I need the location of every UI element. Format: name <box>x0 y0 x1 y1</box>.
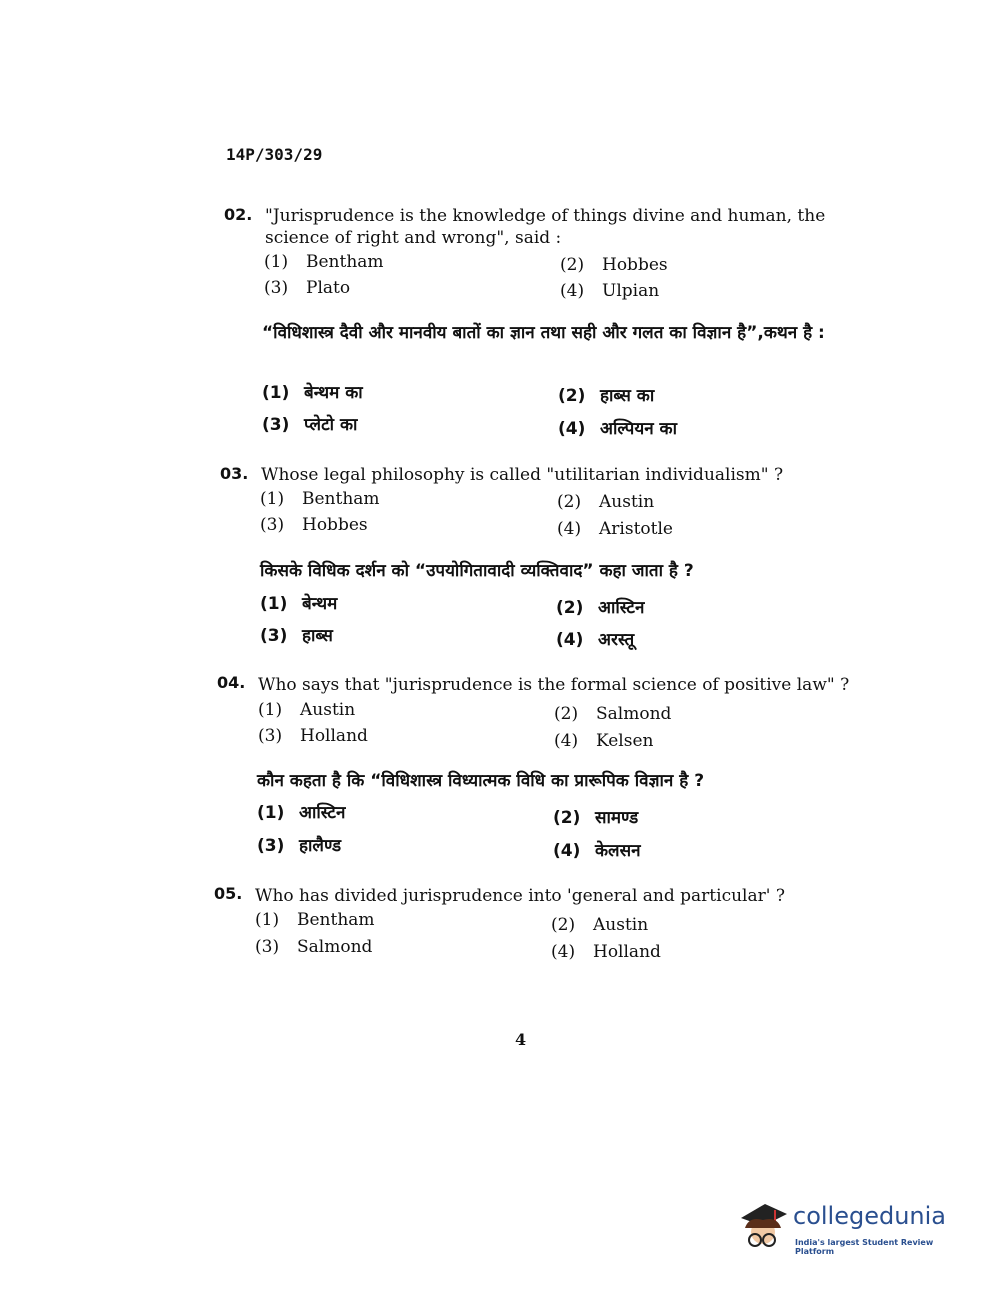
option <box>551 915 648 935</box>
option-number: (3) <box>255 937 280 957</box>
option <box>262 380 363 403</box>
option <box>260 515 368 535</box>
question-number: 03. <box>220 464 249 483</box>
page-number: 4 <box>515 1030 527 1049</box>
question-number: 02. <box>224 205 253 224</box>
option-label: Bentham <box>297 910 375 930</box>
option-label: Bentham <box>306 252 384 272</box>
option <box>560 255 668 275</box>
option-number: (2) <box>560 255 585 275</box>
option-number: (4) <box>560 281 585 301</box>
option-label: Holland <box>300 726 368 746</box>
option-number: (1) <box>257 803 285 823</box>
option <box>554 731 653 751</box>
question-text: Who has divided jurisprudence into 'general and particular' ? <box>255 886 785 906</box>
option-label: अल्पियन का <box>600 419 678 439</box>
option-number: (2) <box>554 704 579 724</box>
option-label: Salmond <box>596 704 672 724</box>
option <box>557 519 673 539</box>
option <box>260 623 333 646</box>
option-number: (3) <box>257 836 285 856</box>
option <box>551 942 661 962</box>
option-label: बेन्थम <box>302 594 338 614</box>
collegedunia-watermark <box>735 1198 965 1258</box>
option-number: (2) <box>557 492 582 512</box>
option <box>264 252 384 272</box>
option-number: (1) <box>255 910 280 930</box>
option <box>556 627 634 650</box>
option-label: Austin <box>599 492 655 512</box>
option-number: (1) <box>262 383 290 403</box>
option-label: आस्टिन <box>598 598 645 618</box>
brand-tagline: India's largest Student Review Platform <box>795 1238 934 1256</box>
option <box>560 281 659 301</box>
option-label: बेन्थम का <box>304 383 363 403</box>
option <box>262 412 357 435</box>
question-text: Whose legal philosophy is called "utilitarian individualism" ? <box>261 465 784 485</box>
option <box>558 383 654 406</box>
option <box>260 489 380 509</box>
option-label: Aristotle <box>599 519 673 539</box>
option <box>264 278 350 298</box>
option <box>554 704 671 724</box>
question-number: 04. <box>217 673 246 692</box>
question-text-hindi: कौन कहता है कि “विधिशास्त्र विध्यात्मक विधि का प्रारूपिक विज्ञान है ? <box>257 771 705 791</box>
option-label: Bentham <box>302 489 380 509</box>
question-text-hindi: किसके विधिक दर्शन को “उपयोगितावादी व्यक्तिवाद” कहा जाता है ? <box>260 561 694 581</box>
option <box>260 591 337 614</box>
option-number: (1) <box>264 252 289 272</box>
option <box>255 937 372 957</box>
option-label: Kelsen <box>596 731 654 751</box>
option-number: (2) <box>553 808 581 828</box>
option-label: Ulpian <box>602 281 660 301</box>
option-number: (4) <box>557 519 582 539</box>
brand-name: collegedunia <box>793 1202 947 1230</box>
option-number: (3) <box>260 626 288 646</box>
option-number: (4) <box>553 841 581 861</box>
option-label: Hobbes <box>302 515 368 535</box>
question-text: Who says that "jurisprudence is the formal science of positive law" ? <box>258 675 850 695</box>
option-label: Holland <box>593 942 661 962</box>
question-text-hindi: “विधिशास्त्र दैवी और मानवीय बातों का ज्ञान तथा सही और गलत का विज्ञान है”,कथन है : <box>262 323 825 343</box>
question-text: "Jurisprudence is the knowledge of things divine and human, the science of right and wrong", said : <box>265 206 826 248</box>
option <box>258 700 355 720</box>
option-label: प्लेटो का <box>304 415 358 435</box>
option-number: (3) <box>262 415 290 435</box>
option-label: हाब्स का <box>600 386 655 406</box>
option-label: Austin <box>593 915 649 935</box>
option-label: Austin <box>300 700 356 720</box>
option-label: सामण्ड <box>595 808 639 828</box>
option-number: (3) <box>264 278 289 298</box>
option <box>553 838 641 861</box>
option-label: अरस्तू <box>598 630 635 650</box>
option <box>558 416 677 439</box>
option-label: आस्टिन <box>299 803 346 823</box>
option <box>255 910 375 930</box>
option-label: Plato <box>306 278 351 298</box>
option-number: (4) <box>556 630 584 650</box>
mascot-logo-icon <box>735 1198 791 1254</box>
option-number: (2) <box>551 915 576 935</box>
option-number: (3) <box>258 726 283 746</box>
option-label: हाब्स <box>302 626 333 646</box>
option <box>257 833 341 856</box>
option-number: (2) <box>558 386 586 406</box>
option-number: (2) <box>556 598 584 618</box>
option-number: (1) <box>258 700 283 720</box>
option-label: हालैण्ड <box>299 836 342 856</box>
option-number: (4) <box>551 942 576 962</box>
option <box>553 805 638 828</box>
option <box>557 492 654 512</box>
option <box>556 595 644 618</box>
option-label: केलसन <box>595 841 641 861</box>
option-label: Hobbes <box>602 255 668 275</box>
option-number: (1) <box>260 594 288 614</box>
option-number: (3) <box>260 515 285 535</box>
option-number: (4) <box>558 419 586 439</box>
option <box>257 800 345 823</box>
option-number: (1) <box>260 489 285 509</box>
option-number: (4) <box>554 731 579 751</box>
option-label: Salmond <box>297 937 373 957</box>
paper-code: 14P/303/29 <box>226 145 323 164</box>
question-number: 05. <box>214 884 243 903</box>
option <box>258 726 368 746</box>
